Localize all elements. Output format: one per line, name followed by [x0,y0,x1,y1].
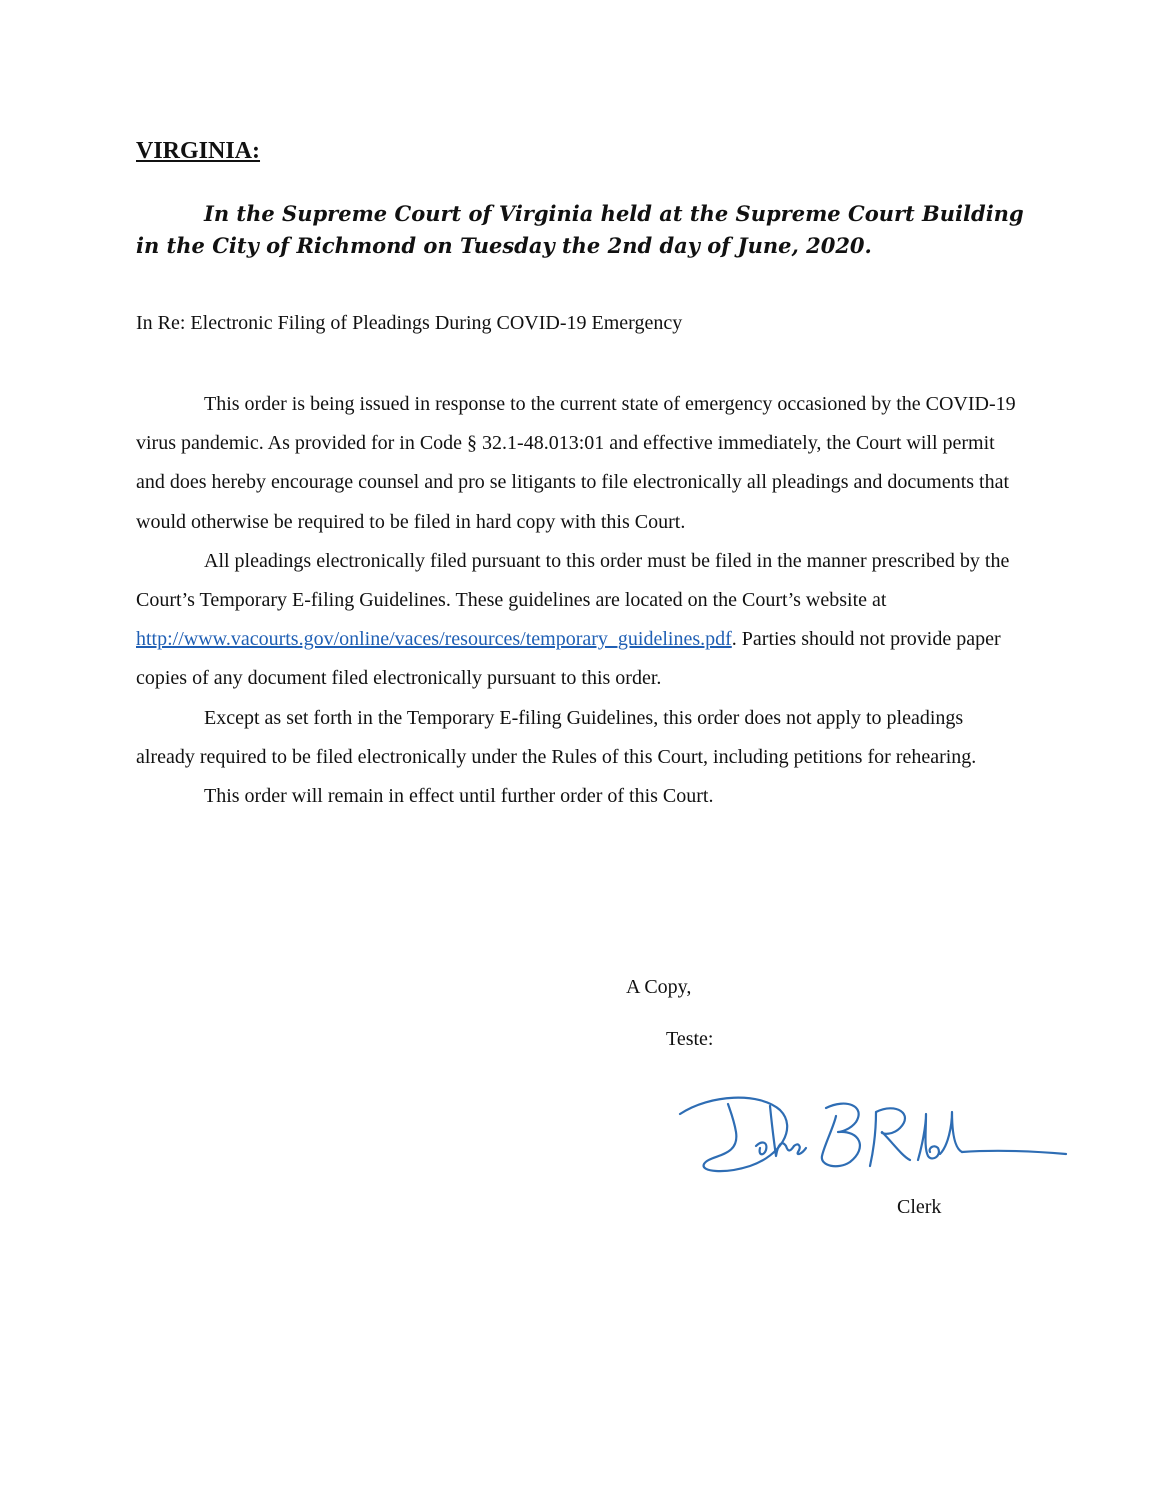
teste-label: Teste: [666,1028,714,1050]
a-copy-label: A Copy, [626,976,692,998]
state-heading: VIRGINIA: [136,138,261,164]
clerk-title: Clerk [897,1196,942,1218]
in-re-line: In Re: Electronic Filing of Pleadings During COVID-19 Emergency [136,312,683,334]
guidelines-link[interactable]: http://www.vacourts.gov/online/vaces/resources/temporary_guidelines.pdf [136,628,732,651]
paragraph-1: This order is being issued in response to the current state of emergency occasioned by the COVID-19 virus pandemic. As provided for in Code § 32.1-48.013:01 and effective immediately, the Court will permit and does hereby encourage counsel and pro se litigants to file electronically all pleadings and documents that would otherwise be required to be filed in hard copy with this Court. [136,393,1016,533]
paragraph-4: This order will remain in effect until further order of this Court. [204,785,714,808]
paragraph-2-text-after: . Parties should not provide paper copies of any document filed electronically pursuant to this order. [136,628,1001,690]
signature-icon [670,1086,1070,1186]
paragraph-3: Except as set forth in the Temporary E-filing Guidelines, this order does not apply to pleadings already required to be filed electronically under the Rules of this Court, including petitions for rehearing. [136,706,977,768]
paragraph-2-text-before: All pleadings electronically filed pursuant to this order must be filed in the manner prescribed by the Court’s Temporary E-filing Guidelines. These guidelines are located on the Court’s website at [136,549,1010,612]
order-body [136,385,1026,816]
court-caption [136,198,1026,262]
paragraph-2 [136,542,1026,699]
court-caption-text: In the Supreme Court of Virginia held at the Supreme Court Building in the City of Richmond on Tuesday the 2nd day of June, 2020. [136,201,1024,258]
